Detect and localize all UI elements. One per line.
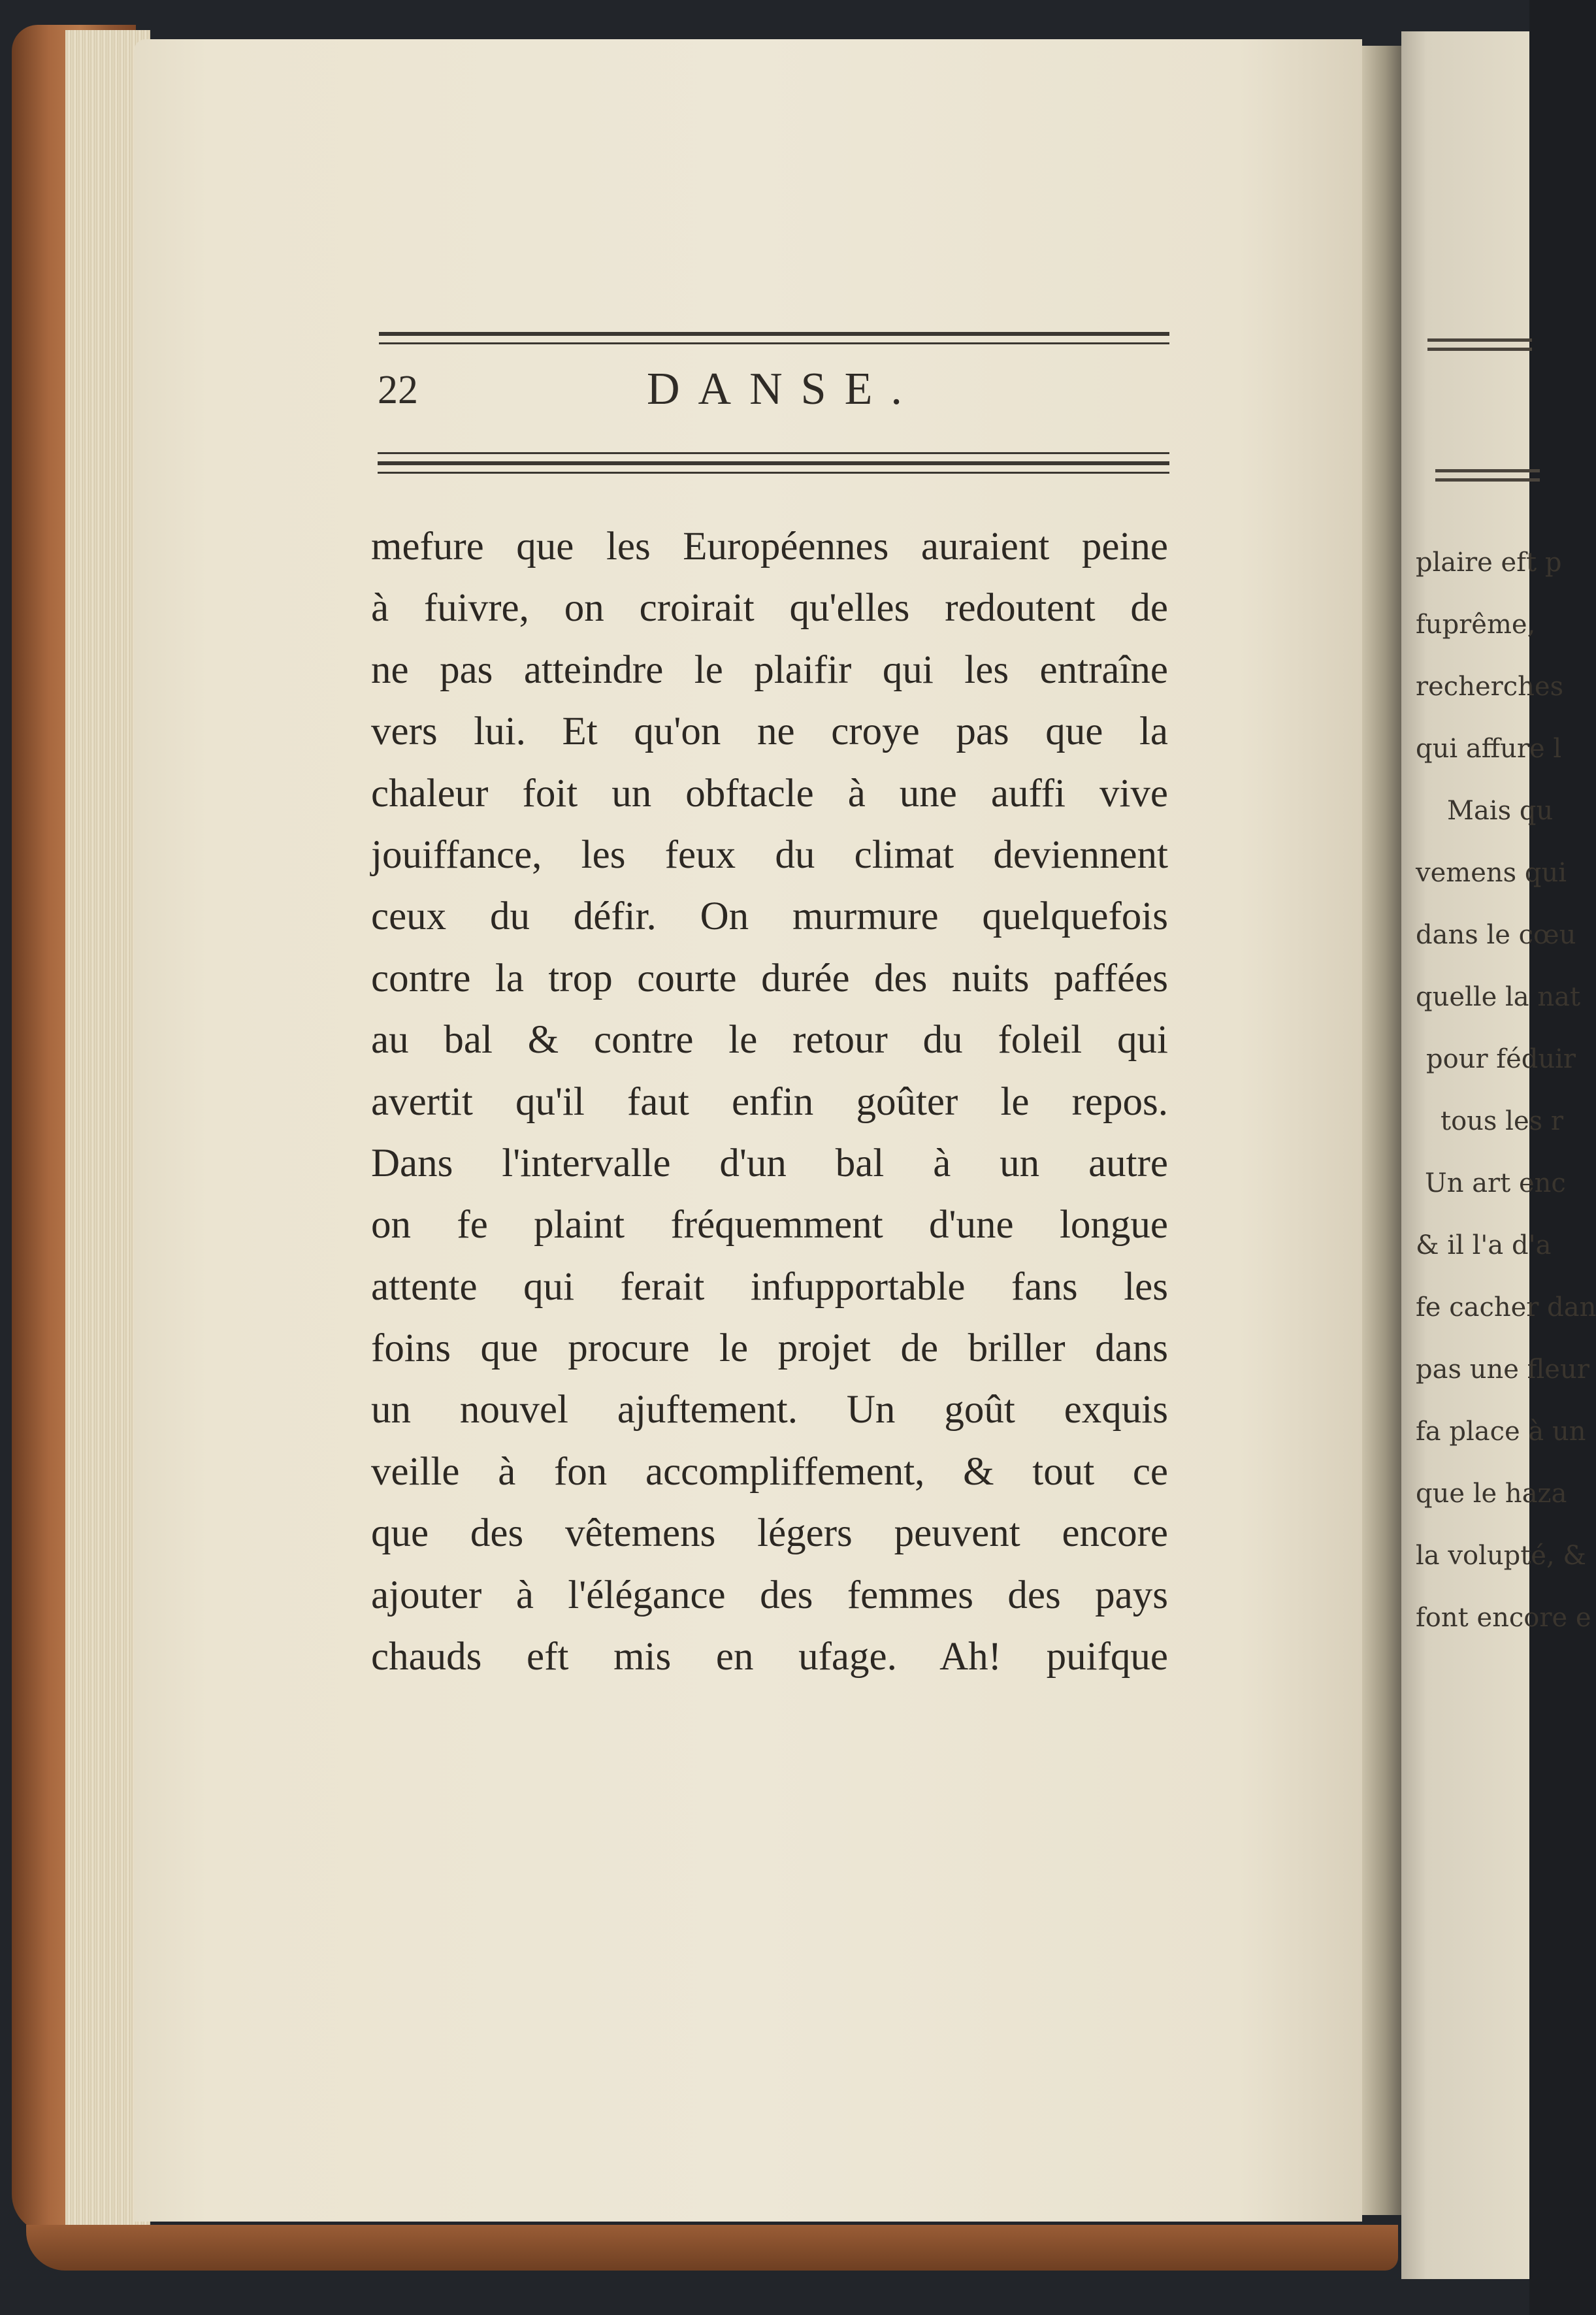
facing-text-line: Un art enc	[1425, 1168, 1566, 1198]
header-rule-bottom-second	[378, 472, 1169, 474]
facing-text-line: la volupté, &	[1416, 1541, 1586, 1571]
facing-text-line: vemens qui	[1416, 858, 1567, 888]
facing-rule	[1427, 348, 1532, 351]
facing-text-line: fe cacher dan	[1416, 1292, 1596, 1322]
running-head: DANSE.	[647, 364, 920, 414]
facing-page	[1401, 31, 1596, 2279]
facing-rule	[1435, 469, 1540, 472]
facing-text-line: font encore e	[1416, 1603, 1591, 1633]
facing-text-line: & il l'a d'a	[1416, 1230, 1552, 1260]
text-line: au bal & contre le retour du foleil qui	[371, 1018, 1168, 1062]
header-rule-bottom	[378, 461, 1169, 465]
facing-text-line: plaire eft p	[1416, 548, 1562, 578]
facing-text-line: fuprême,	[1416, 610, 1536, 640]
header-rule-top	[379, 332, 1169, 336]
text-line: avertit qu'il faut enfin goûter le repos.	[371, 1079, 1168, 1124]
text-line: veille à fon accompliffement, & tout ce	[371, 1449, 1168, 1494]
bottom-board	[26, 2225, 1398, 2271]
text-line: Dans l'intervalle d'un bal à un autre	[371, 1141, 1168, 1185]
text-line: ne pas atteindre le plaifir qui les entraîne	[371, 648, 1168, 692]
text-line: ajouter à l'élégance des femmes des pays	[371, 1573, 1168, 1617]
facing-text-line: fa place à un	[1416, 1417, 1586, 1447]
body-text	[371, 516, 1168, 1688]
facing-text-line: Mais qu	[1447, 796, 1554, 826]
facing-text-line: que le haza	[1416, 1479, 1567, 1509]
text-line: chaleur foit un obftacle à une auffi vive	[371, 771, 1168, 815]
facing-text-line: tous les r	[1441, 1106, 1563, 1136]
facing-text-line: qui affure l	[1416, 734, 1562, 764]
header-rule-top-thin	[379, 342, 1169, 344]
text-line: attente qui ferait infupportable fans les	[371, 1264, 1168, 1309]
text-line: ceux du défir. On murmure quelquefois	[371, 895, 1168, 939]
facing-text-line: pour féduir	[1426, 1044, 1576, 1074]
text-line: contre la trop courte durée des nuits paffées	[371, 956, 1168, 1000]
text-line: à fuivre, on croirait qu'elles redoutent de	[371, 586, 1168, 631]
text-line: mefure que les Européennes auraient peine	[371, 525, 1168, 568]
facing-rule	[1427, 338, 1532, 342]
text-line: chauds eft mis en ufage. Ah! puifque	[371, 1635, 1168, 1679]
facing-text-line: dans le cœu	[1416, 920, 1576, 950]
header-rule-bottom-thin	[378, 452, 1169, 454]
facing-text-line: quelle la nat	[1416, 982, 1581, 1012]
text-line: que des vêtemens légers peuvent encore	[371, 1511, 1168, 1556]
page-number: 22	[378, 368, 418, 412]
text-line: un nouvel ajuftement. Un goût exquis	[371, 1388, 1168, 1432]
text-line: vers lui. Et qu'on ne croye pas que la	[371, 710, 1168, 754]
facing-text-line: pas une fleur	[1416, 1355, 1589, 1385]
text-line: foins que procure le projet de briller dans	[371, 1326, 1168, 1371]
facing-text-line: recherches	[1416, 672, 1564, 702]
facing-rule	[1435, 478, 1540, 482]
text-line: on fe plaint fréquemment d'une longue	[371, 1203, 1168, 1247]
text-line: jouiffance, les feux du climat deviennent	[371, 832, 1168, 877]
gutter-shadow	[1362, 46, 1401, 2215]
